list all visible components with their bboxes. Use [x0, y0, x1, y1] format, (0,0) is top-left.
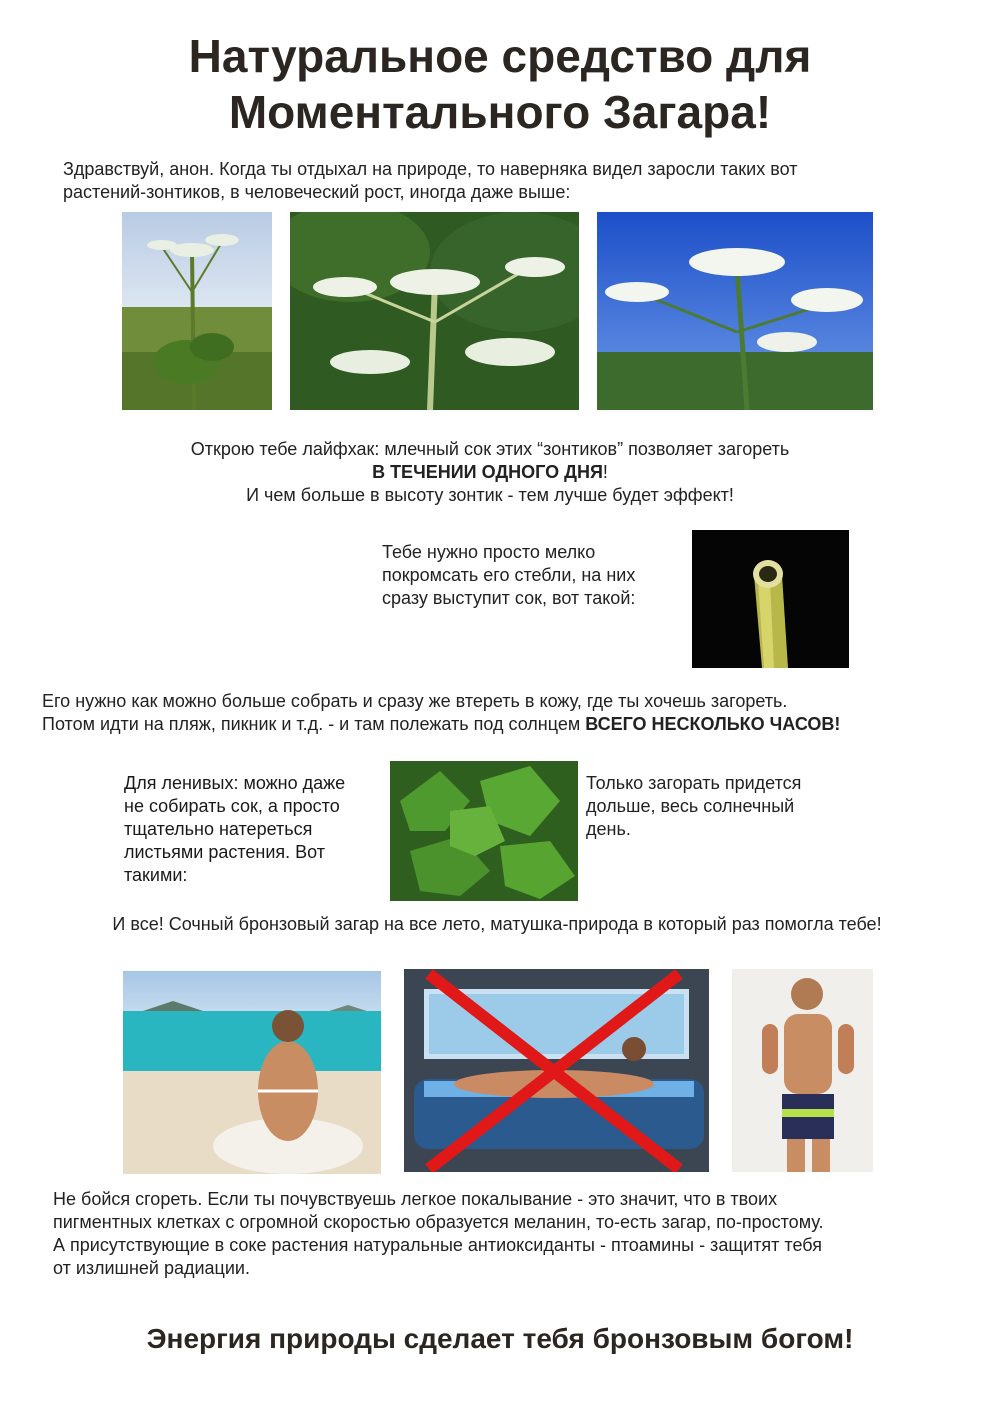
lazy-line-1: Для ленивых: можно даже: [124, 773, 346, 793]
lazy-paragraph: [124, 772, 384, 887]
longer-line-2: дольше, весь солнечный: [586, 796, 795, 816]
tanning-bed-photo: [404, 969, 709, 1172]
lifehack-paragraph: [0, 438, 980, 507]
rub-paragraph: [42, 690, 982, 736]
page-title: [0, 28, 1000, 140]
rub-bold: ВСЕГО НЕСКОЛЬКО ЧАСОВ!: [585, 714, 841, 734]
stem-cut-photo: [692, 530, 849, 668]
hogweed-umbrellas-photo: [290, 212, 579, 410]
rub-line-2: [42, 713, 982, 736]
lifehack-line-3: И чем больше в высоту зонтик - тем лучше будет эффект!: [246, 485, 734, 505]
hogweed-field-photo: [122, 212, 272, 410]
stem-line-1: Тебе нужно просто мелко: [382, 542, 596, 562]
safety-line-1: Не бойся сгореть. Если ты почувствуешь легкое покалывание - это значит, что в твоих: [53, 1189, 778, 1209]
lifehack-line-1: Открою тебе лайфхак: млечный сок этих “зонтиков” позволяет загореть: [190, 439, 790, 459]
tanned-man-photo: [732, 969, 873, 1172]
longer-paragraph: [586, 772, 846, 841]
safety-paragraph: [53, 1188, 953, 1280]
stem-line-2: покромсать его стебли, на них: [382, 565, 636, 585]
safety-line-3: А присутствующие в соке растения натуральные антиоксиданты - птоамины - защитят тебя: [53, 1235, 822, 1255]
red-cross-mark: [404, 969, 709, 1172]
title-line-1: Натуральное средство для: [188, 30, 812, 82]
result-paragraph: И все! Сочный бронзовый загар на все лето, матушка-природа в который раз помогла тебе!: [112, 914, 882, 934]
intro-paragraph: [63, 158, 943, 204]
stem-line-3: сразу выступит сок, вот такой:: [382, 588, 636, 608]
safety-line-2: пигментных клетках с огромной скоростью образуется меланин, то-есть загар, по-простому.: [53, 1212, 824, 1232]
title-line-2: Моментального Загара!: [228, 86, 772, 138]
lifehack-bold: В ТЕЧЕНИИ ОДНОГО ДНЯ: [372, 462, 603, 482]
lifehack-line-2: [0, 461, 980, 484]
safety-line-4: от излишней радиации.: [53, 1258, 250, 1278]
intro-line-1: Здравствуй, анон. Когда ты отдыхал на природе, то наверняка видел заросли таких вот: [63, 159, 798, 179]
lifehack-bold-suffix: !: [602, 462, 608, 482]
longer-line-1: Только загорать придется: [586, 773, 802, 793]
rub-line-1: Его нужно как можно больше собрать и сразу же втереть в кожу, где ты хочешь загореть.: [42, 691, 788, 711]
lazy-line-4: листьями растения. Вот: [124, 842, 326, 862]
lazy-line-5: такими:: [124, 865, 188, 885]
beach-woman-photo: [123, 971, 381, 1174]
hogweed-sky-photo: [597, 212, 873, 410]
closing-slogan: Энергия природы сделает тебя бронзовым богом!: [146, 1323, 854, 1354]
longer-line-3: день.: [586, 819, 631, 839]
intro-line-2: растений-зонтиков, в человеческий рост, иногда даже выше:: [63, 182, 571, 202]
hogweed-leaves-photo: [390, 761, 578, 901]
lazy-line-2: не собирать сок, а просто: [124, 796, 340, 816]
rub-line-2-text: Потом идти на пляж, пикник и т.д. - и там полежать под солнцем: [42, 714, 586, 734]
lazy-line-3: тщательно натереться: [124, 819, 313, 839]
stem-paragraph: [382, 541, 682, 610]
